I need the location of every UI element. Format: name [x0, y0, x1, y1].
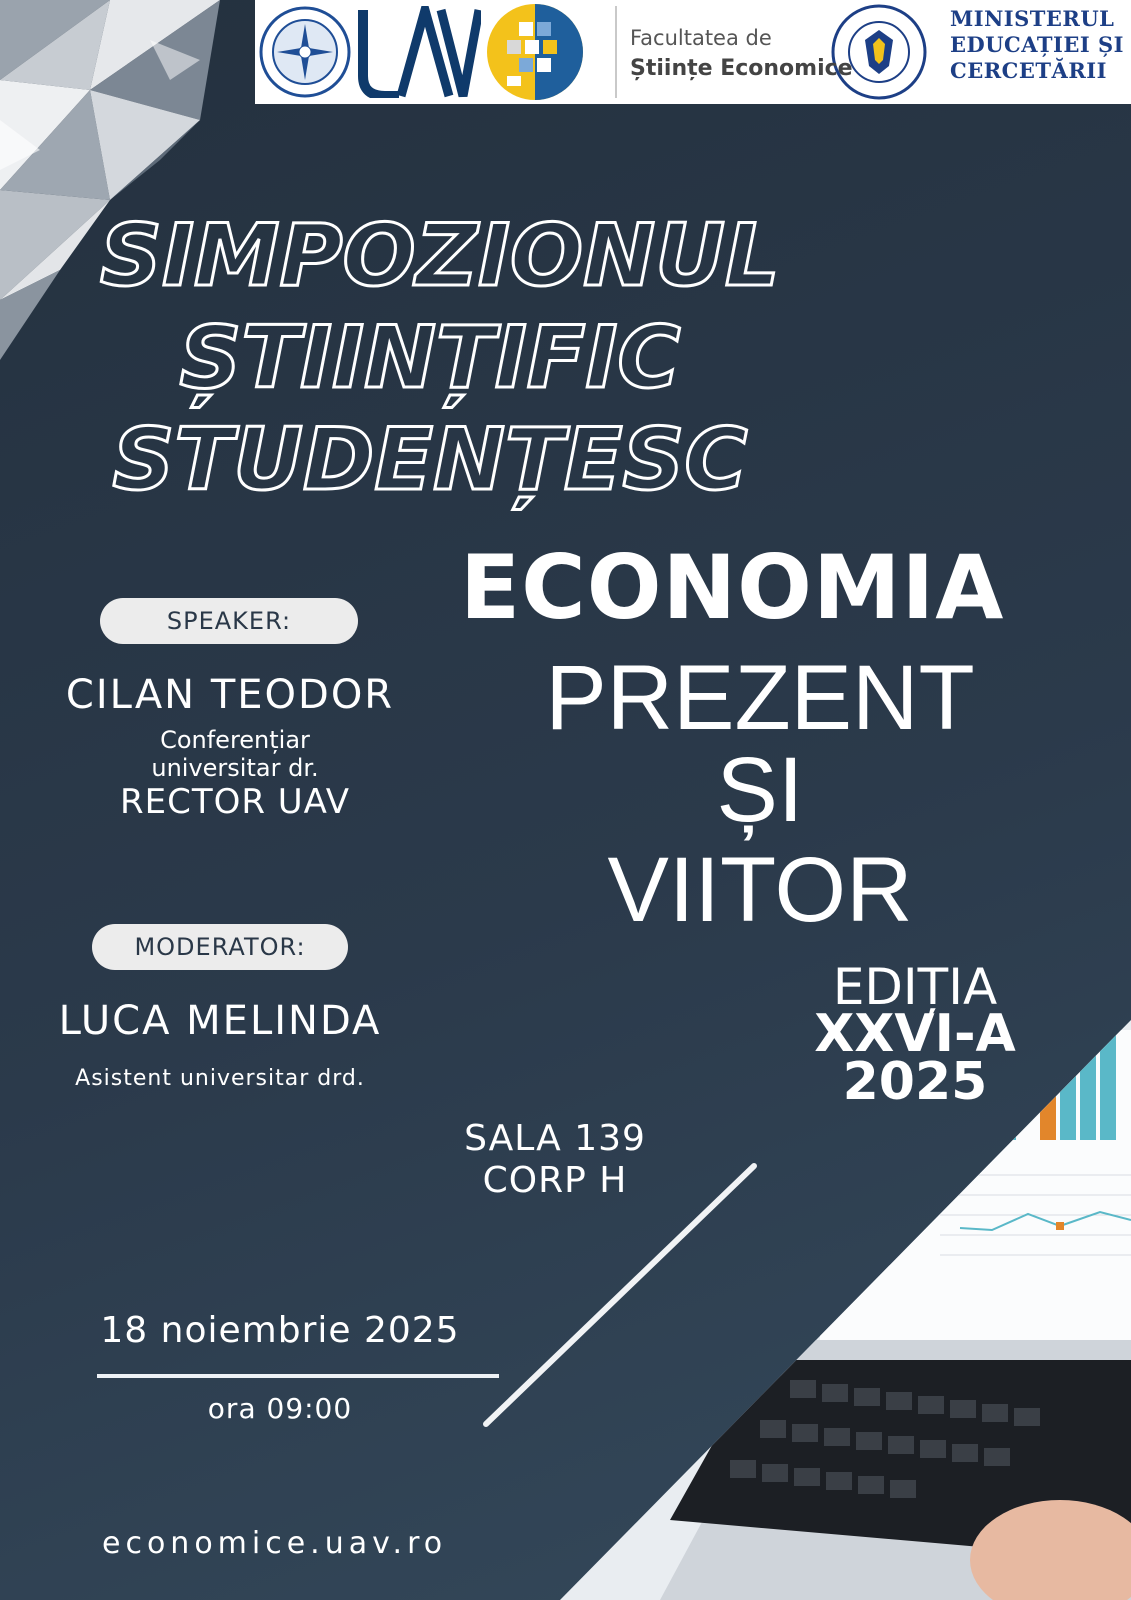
edition-number: XXVI-A — [814, 1004, 1016, 1064]
speaker-title-line3: RECTOR UAV — [119, 782, 351, 822]
moderator-badge: MODERATOR: — [92, 924, 348, 970]
speaker-title-line2: universitar dr. — [151, 754, 319, 782]
edition-label: EDIȚIA — [832, 958, 998, 1016]
ministry-line2: EDUCAȚIEI ȘI — [950, 32, 1124, 57]
event-date: 18 noiembrie 2025 — [100, 1310, 460, 1351]
edition-year: 2025 — [842, 1052, 988, 1112]
website-link[interactable]: economice.uav.ro — [102, 1526, 448, 1561]
location-room: SALA 139 — [464, 1118, 646, 1159]
speaker-name: CILAN TEODOR — [65, 672, 395, 718]
event-time: ora 09:00 — [207, 1392, 353, 1425]
logo-divider — [615, 6, 617, 98]
ministry-line3: CERCETĂRII — [950, 58, 1107, 83]
afer-logo — [259, 6, 351, 98]
moderator-title: Asistent universitar drd. — [75, 1066, 365, 1091]
moderator-name: LUCA MELINDA — [58, 998, 382, 1044]
uav-logo — [355, 6, 481, 98]
speaker-title-line1: Conferențiar — [160, 726, 310, 754]
theme-prezent: PREZENT — [545, 647, 975, 749]
title-line2: ȘTIINȚIFIC — [179, 308, 681, 408]
theme-viitor: VIITOR — [607, 839, 913, 941]
location-building: CORP H — [482, 1160, 628, 1201]
title-line3: STUDENȚESC — [112, 410, 748, 510]
theme-economia: ECONOMIA — [460, 536, 1005, 639]
diagonal-divider — [480, 1160, 760, 1430]
faculty-line2: Științe Economice — [630, 56, 853, 81]
government-seal — [831, 4, 927, 100]
date-underline — [97, 1374, 499, 1378]
faculty-emblem — [485, 2, 585, 102]
speaker-badge: SPEAKER: — [100, 598, 358, 644]
title-line1: SIMPOZIONUL — [100, 206, 780, 306]
theme-si: ȘI — [716, 739, 804, 841]
ministry-line1: MINISTERUL — [950, 6, 1115, 31]
faculty-line1: Facultatea de — [630, 26, 772, 50]
